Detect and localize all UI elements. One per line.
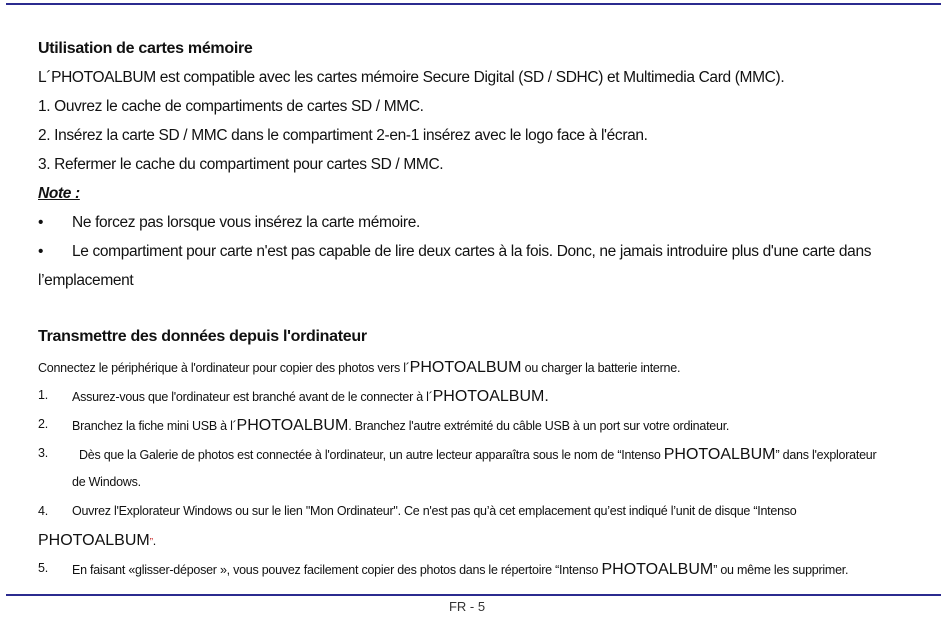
item-number: 1. <box>38 388 48 402</box>
brand-name: PHOTOALBUM <box>409 359 522 376</box>
list-item-continuation: de Windows. <box>72 475 141 489</box>
brand-name: PHOTOALBUM <box>663 446 776 463</box>
brand-name: PHOTOALBUM. <box>432 388 549 405</box>
note-label: Note : <box>38 185 80 202</box>
brand-name: PHOTOALBUM <box>601 561 714 578</box>
item-text: En faisant «glisser-déposer », vous pouvez facilement copier des photos dans le répertoire “Intenso PHOTOALBUM” ou même les supprimer. <box>72 561 849 578</box>
item-number: 2. <box>38 417 48 431</box>
brand-name: PHOTOALBUM <box>38 532 150 549</box>
bullet-icon: • <box>38 214 44 231</box>
brand-name: PHOTOALBUM <box>236 417 349 434</box>
list-item <box>0 417 950 437</box>
bullet-item <box>0 243 950 263</box>
top-rule <box>6 3 941 5</box>
item-number: 3. <box>38 446 48 460</box>
item-number: 4. <box>38 504 48 518</box>
bottom-rule <box>6 594 941 596</box>
item-text: Ouvrez l'Explorateur Windows ou sur le lien "Mon Ordinateur". Ce n'est pas qu’à cet emplacement qu’est indiqué l’unit de disque “Intenso <box>72 504 797 518</box>
bullet-item <box>0 214 950 234</box>
item-text: Assurez-vous que l'ordinateur est branché avant de le connecter à l´PHOTOALBUM. <box>72 388 549 405</box>
step-2: 2. Insérez la carte SD / MMC dans le compartiment 2-en-1 insérez avec le logo face à l'écran. <box>38 127 648 144</box>
list-item <box>0 388 950 408</box>
list-item <box>0 504 950 524</box>
list-item-continuation: PHOTOALBUM”. <box>38 532 156 549</box>
section-title: Utilisation de cartes mémoire <box>38 40 253 57</box>
bullet-text: Le compartiment pour carte n'est pas capable de lire deux cartes à la fois. Donc, ne jamais introduire plus d'une carte dans <box>72 243 872 260</box>
step-1: 1. Ouvrez le cache de compartiments de cartes SD / MMC. <box>38 98 424 115</box>
step-3: 3. Refermer le cache du compartiment pour cartes SD / MMC. <box>38 156 444 173</box>
bullet-icon: • <box>38 243 44 260</box>
bullet-text: Ne forcez pas lorsque vous insérez la carte mémoire. <box>72 214 420 231</box>
item-text: Dès que la Galerie de photos est connectée à l'ordinateur, un autre lecteur apparaîtra sous le nom de “Intenso PHOTOALBUM” dans l'explorateur <box>79 446 877 463</box>
section-title: Transmettre des données depuis l'ordinateur <box>38 328 367 345</box>
list-item <box>0 446 950 466</box>
paragraph: L´PHOTOALBUM est compatible avec les cartes mémoire Secure Digital (SD / SDHC) et Multimedia Card (MMC). <box>38 69 785 86</box>
bullet-continuation: l’emplacement <box>38 272 134 289</box>
item-text: Branchez la fiche mini USB à l´PHOTOALBUM. Branchez l'autre extrémité du câble USB à un port sur votre ordinateur. <box>72 417 730 434</box>
paragraph: Connectez le périphérique à l'ordinateur pour copier des photos vers l´PHOTOALBUM ou charger la batterie interne. <box>38 359 681 376</box>
list-item <box>0 561 950 581</box>
item-number: 5. <box>38 561 48 575</box>
page-number: FR - 5 <box>448 599 486 614</box>
